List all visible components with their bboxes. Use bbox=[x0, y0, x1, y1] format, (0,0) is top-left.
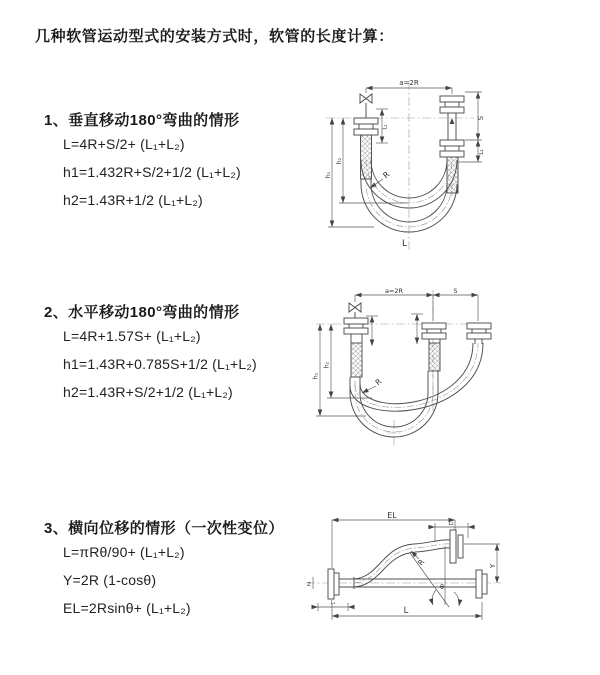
dim-label-el: EL bbox=[387, 511, 397, 520]
dim-label-h2: h₂ bbox=[336, 157, 343, 165]
dim-label-length: L bbox=[403, 606, 409, 616]
section-3-heading: 3、横向位移的情形（一次性变位） bbox=[44, 520, 284, 537]
dimension-lines bbox=[312, 520, 500, 620]
dim-label-radius: R bbox=[373, 376, 384, 388]
section-2-formula-h2: h2=1.43R+S/2+1/2 (L₁+L₂) bbox=[63, 384, 233, 400]
section-1-formula-h1: h1=1.432R+S/2+1/2 (L₁+L₂) bbox=[63, 164, 241, 180]
dim-label-h1: h₁ bbox=[325, 171, 332, 179]
dim-label-stroke: S bbox=[477, 115, 485, 121]
dim-label-h1: h₁ bbox=[312, 372, 320, 380]
page-title: 几种软管运动型式的安装方式时，软管的长度计算： bbox=[35, 28, 394, 45]
section-3-formula-L: L=πRθ/90+ (L₁+L₂) bbox=[63, 544, 185, 560]
section-1-formula-L: L=4R+S/2+ (L₁+L₂) bbox=[63, 136, 185, 152]
section-2-formula-h1: h1=1.43R+0.785S+1/2 (L₁+L₂) bbox=[63, 356, 257, 372]
section-2-formula-L: L=4R+1.57S+ (L₁+L₂) bbox=[63, 328, 201, 344]
diagram-vertical-180-bend bbox=[312, 76, 592, 256]
dim-label-end-left: L₁ bbox=[330, 600, 336, 606]
valve-icon bbox=[360, 94, 372, 103]
dim-label-stroke: S bbox=[453, 287, 458, 295]
hose-curves bbox=[350, 343, 483, 437]
dim-label-radius: R bbox=[381, 169, 392, 181]
dim-label-end-right: L₂ bbox=[448, 521, 454, 527]
diagram-horizontal-180-bend bbox=[310, 286, 592, 458]
fittings bbox=[328, 530, 487, 599]
dimension-lines bbox=[316, 295, 478, 416]
section-2-heading: 2、水平移动180°弯曲的情形 bbox=[44, 304, 240, 321]
section-3-formula-EL: EL=2Rsinθ+ (L₁+L₂) bbox=[63, 600, 191, 616]
dim-label-offset: Y bbox=[489, 563, 497, 569]
hose-displaced-upper-wall bbox=[354, 540, 450, 579]
dim-label-datum: Z bbox=[307, 582, 311, 588]
dim-label-h2: h₂ bbox=[323, 361, 331, 369]
dim-label-end-right: L₂ bbox=[479, 149, 485, 155]
centerlines bbox=[316, 290, 492, 446]
section-1-formula-h2: h2=1.43R+1/2 (L₁+L₂) bbox=[63, 192, 203, 208]
valve-icon bbox=[349, 303, 361, 312]
angle-arc bbox=[432, 590, 436, 605]
dim-label-radius: R bbox=[415, 557, 427, 568]
hose-displaced-lower-wall bbox=[354, 548, 450, 587]
diagram-lateral-displacement bbox=[302, 508, 600, 655]
angle-arc bbox=[454, 592, 459, 606]
dim-label-angle: θ bbox=[440, 583, 444, 591]
section-1-heading: 1、垂直移动180°弯曲的情形 bbox=[44, 112, 240, 129]
dim-label-length: L bbox=[401, 239, 407, 249]
section-3-formula-Y: Y=2R (1-cosθ) bbox=[63, 572, 157, 588]
dim-label-span: a=2R bbox=[399, 79, 419, 87]
dim-label-span: a=2R bbox=[384, 287, 404, 295]
dim-label-end-left: L₁ bbox=[382, 124, 389, 130]
